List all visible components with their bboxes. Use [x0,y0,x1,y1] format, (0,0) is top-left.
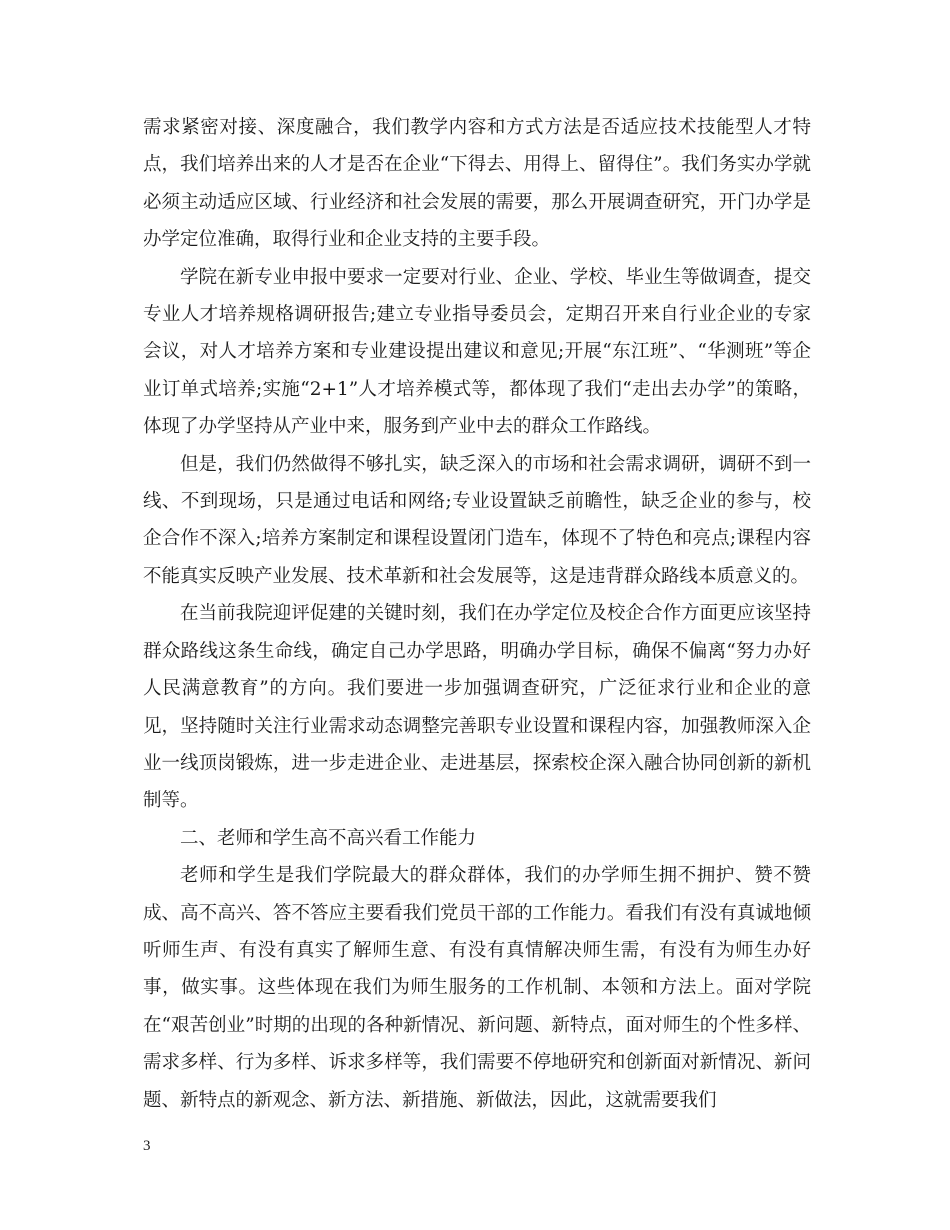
document-body [143,109,811,1119]
paragraph-continuation: 需求紧密对接、深度融合，我们教学内容和方式方法是否适应技术技能型人才特点，我们培养出来的人才是否在企业“下得去、用得上、留得住”。我们务实办学就必须主动适应区域、行业经济和社会发展的需要，那么开展调查研究，开门办学是办学定位准确，取得行业和企业支持的主要手段。 [143,117,811,251]
paragraph: 在当前我院迎评促建的关键时刻，我们在办学定位及校企合作方面更应该坚持群众路线这条生命线，确定自己办学思路，明确办学目标，确保不偏离“努力办好人民满意教育”的方向。我们要进一步加强调查研究，广泛征求行业和企业的意见，坚持随时关注行业需求动态调整完善职专业设置和课程内容，加强教师深入企业一线顶岗锻炼，进一步走进企业、走进基层，探索校企深入融合协同创新的新机制等。 [143,603,811,812]
paragraph: 但是，我们仍然做得不够扎实，缺乏深入的市场和社会需求调研，调研不到一线、不到现场，只是通过电话和网络;专业设置缺乏前瞻性，缺乏企业的参与，校企合作不深入;培养方案制定和课程设置闭门造车，体现不了特色和亮点;课程内容不能真实反映产业发展、技术革新和社会发展等，这是违背群众路线本质意义的。 [143,453,811,587]
section-heading: 二、老师和学生高不高兴看工作能力 [180,827,477,849]
paragraph: 学院在新专业申报中要求一定要对行业、企业、学校、毕业生等做调查，提交专业人才培养规格调研报告;建立专业指导委员会，定期召开来自行业企业的专家会议，对人才培养方案和专业建设提出建议和意见;开展“东江班”、“华测班”等企业订单式培养;实施“2+1”人才培养模式等，都体现了我们“走出去办学”的策略，体现了办学坚持从产业中来，服务到产业中去的群众工作路线。 [143,266,811,438]
paragraph: 老师和学生是我们学院最大的群众群体，我们的办学师生拥不拥护、赞不赞成、高不高兴、答不答应主要看我们党员干部的工作能力。看我们有没有真诚地倾听师生声、有没有真实了解师生意、有没有真情解决师生需，有没有为师生办好事，做实事。这些体现在我们为师生服务的工作机制、本领和方法上。面对学院在“艰苦创业”时期的出现的各种新情况、新问题、新特点，面对师生的个性多样、需求多样、行为多样、诉求多样等，我们需要不停地研究和创新面对新情况、新问题、新特点的新观念、新方法、新措施、新做法，因此，这就需要我们 [143,865,811,1111]
page-number: 3 [143,1138,151,1154]
